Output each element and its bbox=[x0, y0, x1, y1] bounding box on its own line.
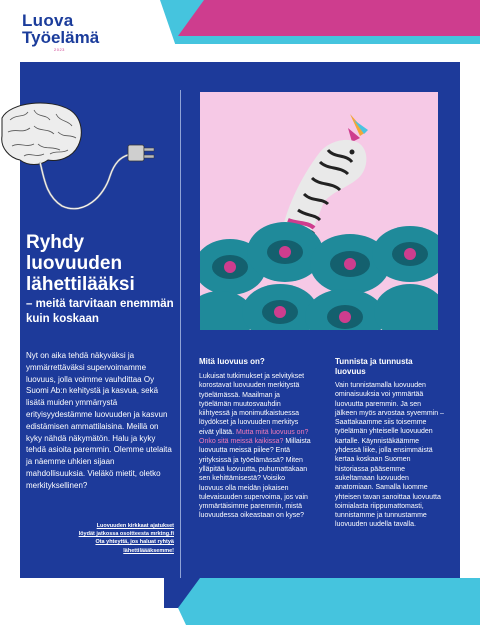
zebra-unicorn-photo bbox=[200, 92, 438, 330]
brain-plug-illustration bbox=[0, 100, 160, 220]
column2-text-b: Millaista luovuutta meissä piilee? Entä yrityksissä ja työelämässä? Miten ylläpitää luovuutta, puhumattakaan sen kehittämisestä? Voisiko luovuus olla meidän jokaisen tulevaisuuden supervoima, jos vain ymmärtäisimme paremmin, mistä luovuudessa oikeastaan on kyse? bbox=[199, 438, 311, 520]
headline-title: Ryhdy luovuuden lähettilääksi bbox=[26, 232, 135, 295]
cta-line-4[interactable]: lähettiläääksemme! bbox=[123, 547, 174, 554]
top-magenta-band bbox=[178, 0, 480, 36]
cta-line-3[interactable]: Ota yhteyttä, jos haluat ryhtyä bbox=[95, 539, 174, 546]
headline-subtitle: – meitä tarvitaan enemmän kuin koskaan bbox=[26, 298, 174, 325]
column2-text bbox=[199, 372, 311, 521]
logo-line-2: Työelämä bbox=[22, 28, 100, 47]
headline bbox=[26, 232, 176, 326]
column-divider bbox=[180, 90, 181, 580]
cta-line-1[interactable]: Luovuuden kirkkaat ajatukset bbox=[96, 523, 174, 529]
logo-year: 2023 bbox=[54, 47, 65, 52]
column3-text: Vain tunnistamalla luovuuden ominaisuuksia voi ymmärtää luovuutta paremmin. Ja sen jälkeen myös arvostaa syvemmin – Saattakaamme siis toisemme työelämän yhteiselle luovuuden kartalle. Käynnistäkäämme yhdessä liike, jolla ensimmäistä kertaa koskaan Suomen historiassa pääsemme sukeltamaan luovuuden anatomiaan. Samalla luomme yhteisen tavan sanoittaa luovuutta toimialasta riippumattomasti, tunnistamme ja tunnustamme luovuuden uudella tavalla. bbox=[335, 382, 444, 529]
top-band-diagonal bbox=[178, 0, 204, 36]
column3-heading: Tunnista ja tunnusta luovuus bbox=[335, 357, 413, 376]
bottom-cyan-band bbox=[164, 578, 480, 625]
cta-block[interactable] bbox=[26, 522, 174, 555]
luova-tyoelama-logo[interactable] bbox=[22, 12, 99, 52]
column2-highlight: Mutta mitä luovuus on? Onko sitä meissä kaikissa? bbox=[199, 428, 309, 446]
column2-text-a: Lukuisat tutkimukset ja selvitykset korostavat luovuuden merkitystä työelämässä. Maailman ja työelämän muutosvauhdin kiihtyessä ja monimutkaistuessa löydökset ja luovuuden merkitys eivät yllätä. bbox=[199, 373, 305, 436]
intro-paragraph: Nyt on aika tehdä näkyväksi ja ymmärrettäväksi supervoimamme luovuus, jolla voimme vauhdittaa Oy Suomi Ab:n kehitystä ja kasvua, sekä lisätä muiden ymmärrystä erityisyydestämme luovuuden ja kasvun edistämisen ammattilaisina. Meillä on kyky nähdä näkymätön. Halu ja kyky tehdä asioita paremmin. Olemme utelaita ja näemme uhkien sijaan mahdollisuuksia. Vieläkö mietit, oletko merkityksellinen? bbox=[26, 351, 172, 490]
column2-heading: Mitä luovuus on? bbox=[199, 357, 265, 366]
logo-line-1: Luova bbox=[22, 11, 74, 30]
cta-line-2[interactable]: löydät jatkossa osoitteesta mrktng.fi bbox=[78, 531, 174, 538]
